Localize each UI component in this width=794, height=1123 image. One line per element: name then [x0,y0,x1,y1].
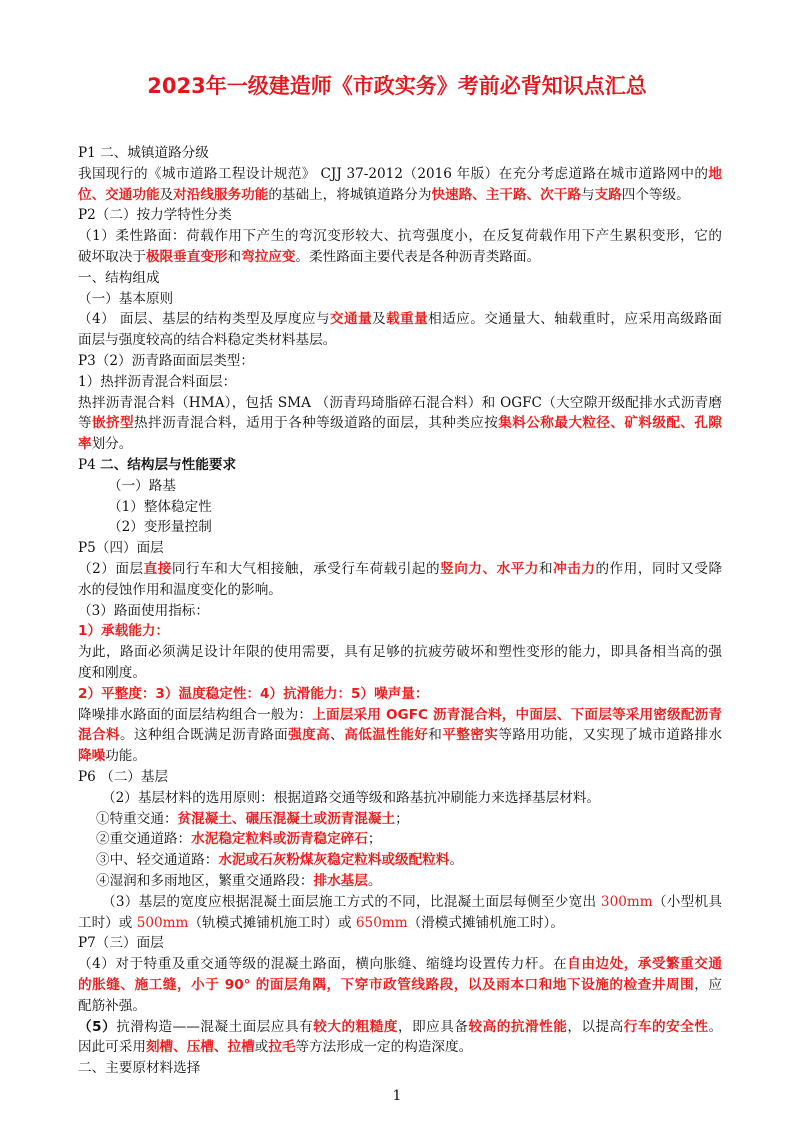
highlighted-text: 2）平整度：3）温度稳定性：4）抗滑能力：5）噪声量： [78,685,429,702]
text-line [78,351,722,371]
text-segment: 一、结构组成 [78,269,160,286]
text-segment: P4 [78,457,101,473]
text-segment: 为此，路面必须满足设计年限的使用需要，具有足够的抗疲劳破坏和塑性变形的能力，即具备相当高的强 [78,644,722,661]
text-segment: 同行车和大气相接触，承受行车荷载引起的 [171,561,441,577]
highlighted-text: 的胀缝、施工缝，小于 90° 的面层角隅，下穿市政管线路段，以及雨本口和地下设施的检查井周围 [78,977,695,993]
text-line [102,788,722,808]
highlighted-text: 二、结构层与性能要求 [100,457,237,473]
text-segment: 。 [449,852,464,869]
text-line [78,372,722,392]
text-segment: 相适应。交通量大、轴载重时，应采用高级路面 [428,311,722,328]
text-segment: ，以提高 [567,1018,624,1035]
highlighted-text: 排水基层 [313,873,368,889]
text-segment: 热拌沥青混合料（HMA），包括 SMA （沥青玛琦脂碎石混合料）和 OGFC（大空隙开级配排水式沥青磨 [78,394,722,411]
text-segment: 。 [367,873,382,889]
text-line [78,226,722,246]
text-line [78,455,722,475]
text-segment: （3）路面使用指标： [78,602,209,619]
highlighted-text: 率 [78,436,92,453]
highlighted-text: 500mm [136,914,189,931]
text-line [108,517,722,537]
text-segment: 。柔性路面主要代表是各种沥青类路面。 [295,249,541,265]
text-line [96,850,722,870]
text-line [78,705,722,725]
highlighted-text: 行车的安全性 [623,1018,709,1035]
page-number: 1 [392,1088,402,1104]
highlighted-text: 地 [708,165,722,182]
text-segment: P7（三）面层 [78,935,164,952]
highlighted-text: 极限垂直变形 [145,249,228,265]
text-segment: （一）路基 [108,477,176,494]
text-segment: ②重交通道路： [96,831,192,848]
highlighted-text: 支路 [594,186,622,203]
highlighted-text: 强度高 [288,727,331,744]
highlighted-text: 拉毛 [268,1039,296,1056]
text-segment: 因此可采用 [78,1039,146,1056]
text-line [78,185,722,205]
text-segment: 或 [254,1039,269,1056]
text-segment: 面层与强度较高的结合料稳定类材料基层。 [78,332,337,349]
text-segment: 四个等级。 [621,186,690,203]
text-line [78,289,722,309]
text-segment: 等 [78,415,93,432]
highlighted-text: 自由边处，承受繁重交通 [567,956,722,973]
highlighted-text: 水泥稳定粒料或沥青稳定碎石 [191,831,368,848]
text-segment: ； [367,831,382,848]
text-line [78,1017,722,1037]
highlighted-text: 对沿线服务功能 [173,186,269,203]
text-line [78,268,722,288]
highlighted-text: 1）承载能力： [78,623,170,640]
text-line [78,621,722,641]
text-segment: （滑模式摊铺机施工时）。 [407,914,564,931]
text-line [78,164,722,184]
text-segment: ③中、轻交通道路： [96,852,219,869]
text-line [78,601,722,621]
text-segment: P5（四）面层 [78,540,164,557]
text-line [96,829,722,849]
text-line [78,684,722,704]
highlighted-text: 位、交通功能 [78,186,160,203]
text-segment: 与 [580,186,595,203]
text-segment: 工时）或 [78,914,137,931]
text-segment: 二、主要原材料选择 [78,1060,201,1077]
text-line [78,913,722,933]
text-segment: （2）变形量控制 [108,519,212,536]
highlighted-text: 上面层采用 OGFC 沥青混合料，中面层、下面层等采用密级配沥青 [312,706,722,723]
highlighted-text: 贫混凝土、碾压混凝土或沥青混凝土 [177,810,396,827]
text-segment: （4） 面层、基层的结构类型及厚度应与 [78,311,331,328]
text-segment: （1）柔性路面：荷载作用下产生的弯沉变形较大、抗弯强度小，在反复荷载作用下产生累积变形，它的 [78,228,722,245]
text-line [78,767,722,787]
text-line [78,975,722,995]
highlighted-text: 降噪 [78,748,106,765]
text-segment: （4）对于特重及重交通等级的混凝土路面，横向胀缝、缩缝均设置传力杆。在 [78,956,568,973]
highlighted-text: 直接 [143,561,172,577]
highlighted-text: 较大的粗糙度 [313,1018,398,1035]
text-segment: （小型机具 [652,893,722,910]
highlighted-text: 水泥或石灰粉煤灰稳定粒料或级配粒料 [218,852,450,869]
text-segment: ④湿润和多雨地区，繁重交通路段： [96,873,314,889]
text-line [78,205,722,225]
text-line [96,809,722,829]
text-segment: 和 [428,727,443,744]
text-line [78,663,722,683]
text-line [78,642,722,662]
text-segment: ； [395,810,409,827]
text-segment: P2（二）按力学特性分类 [78,207,232,224]
text-segment: 降噪排水路面的面层结构组合一般为： [78,706,313,723]
text-segment: 及 [159,186,174,203]
text-segment: 的作用，同时又受降 [595,561,722,577]
text-segment: ，应 [694,977,722,993]
text-segment: 、 [330,727,345,744]
text-segment: （2）基层材料的选用原则：根据道路交通等级和路基抗冲刷能力来选择基层材料。 [102,789,601,806]
text-line [78,1037,722,1057]
text-line [78,434,722,454]
highlighted-text: 较高的抗滑性能 [468,1018,568,1035]
text-line [78,746,722,766]
highlighted-text: 弯拉应变 [241,249,296,265]
text-segment: P3（2）沥青路面面层类型： [78,353,254,369]
highlighted-text: 交通量 [330,311,373,328]
text-segment: 和 [227,249,242,265]
text-segment: ，即应具备 [397,1018,469,1035]
text-line [96,871,722,891]
text-line [78,413,722,433]
text-segment: 等方法形成一定的构造深度。 [295,1039,473,1056]
text-line [78,1058,722,1078]
text-segment: 我国现行的《城市道路工程设计规范》 CJJ 37-2012（2016 年版）在充分考虑道路在城市道路网中的 [78,165,709,182]
highlighted-text: 冲击力 [553,561,596,577]
text-segment: P6 （二）基层 [78,769,169,785]
text-segment: 。这种组合既满足沥青路面 [120,727,289,744]
text-segment: 功能。 [105,748,146,765]
text-line [78,330,722,350]
text-line [78,309,722,329]
highlighted-text: 平整密实 [442,727,499,744]
text-segment: （2）面层 [78,561,144,577]
text-line [108,497,722,517]
text-segment: 破坏取决于 [78,249,146,265]
text-segment: 和 [539,561,554,577]
text-line [78,247,722,267]
highlighted-text: 300mm [600,893,653,910]
text-segment: 等路用功能，又实现了城市道路排水 [498,727,722,744]
text-segment: 水的侵蚀作用和温度变化的影响。 [78,581,282,598]
highlighted-text: 载重量 [386,311,429,328]
highlighted-text: 集料公称最大粒径、矿料级配、孔隙 [498,415,722,432]
text-segment: 。 [708,1018,722,1035]
highlighted-text: 嵌挤型 [92,415,135,432]
text-segment: 度和刚度。 [78,665,146,681]
text-segment: 配筋补强。 [78,997,146,1014]
text-line [78,559,722,579]
text-segment: （轨模式摊铺机施工时）或 [188,914,356,931]
text-segment: 1）热拌沥青混合料面层： [78,373,237,390]
text-segment: 划分。 [91,436,133,453]
text-line [78,393,722,413]
text-line [78,996,722,1016]
text-line [78,725,722,745]
text-segment: 热拌沥青混合料，适用于各种等级道路的面层，其种类应按 [134,415,499,432]
text-line [78,580,722,600]
text-segment: 的基础上，将城镇道路分为 [268,186,432,203]
highlighted-text: 竖向力、水平力 [440,561,540,577]
highlighted-text: 650mm [355,914,408,931]
text-line [78,143,722,163]
text-line [78,954,722,974]
text-line [108,476,722,496]
text-segment: （3）基层的宽度应根据混凝土面层施工方式的不同，比混凝土面层每侧至少宽出 [102,893,601,910]
highlighted-text: 快速路、主干路、次干路 [431,186,581,203]
highlighted-text: 高低温性能好 [344,727,429,744]
text-segment: （1）整体稳定性 [108,498,212,515]
text-line [78,933,722,953]
highlighted-text: 混合料 [78,727,121,744]
text-segment: （一）基本原则 [78,290,174,307]
text-segment: P1 二、城镇道路分级 [78,145,209,161]
text-segment: 抗滑构造——混凝土面层应具有 [116,1018,314,1035]
highlighted-text: 刻槽、压槽、拉槽 [145,1039,255,1056]
text-segment: 及 [372,311,387,328]
highlighted-text: （5） [78,1018,117,1035]
text-line [102,892,722,912]
document-title: 2023年一级建造师《市政实务》考前必背知识点汇总 [147,74,647,98]
text-segment: ①特重交通： [96,810,178,827]
text-line [78,538,722,558]
